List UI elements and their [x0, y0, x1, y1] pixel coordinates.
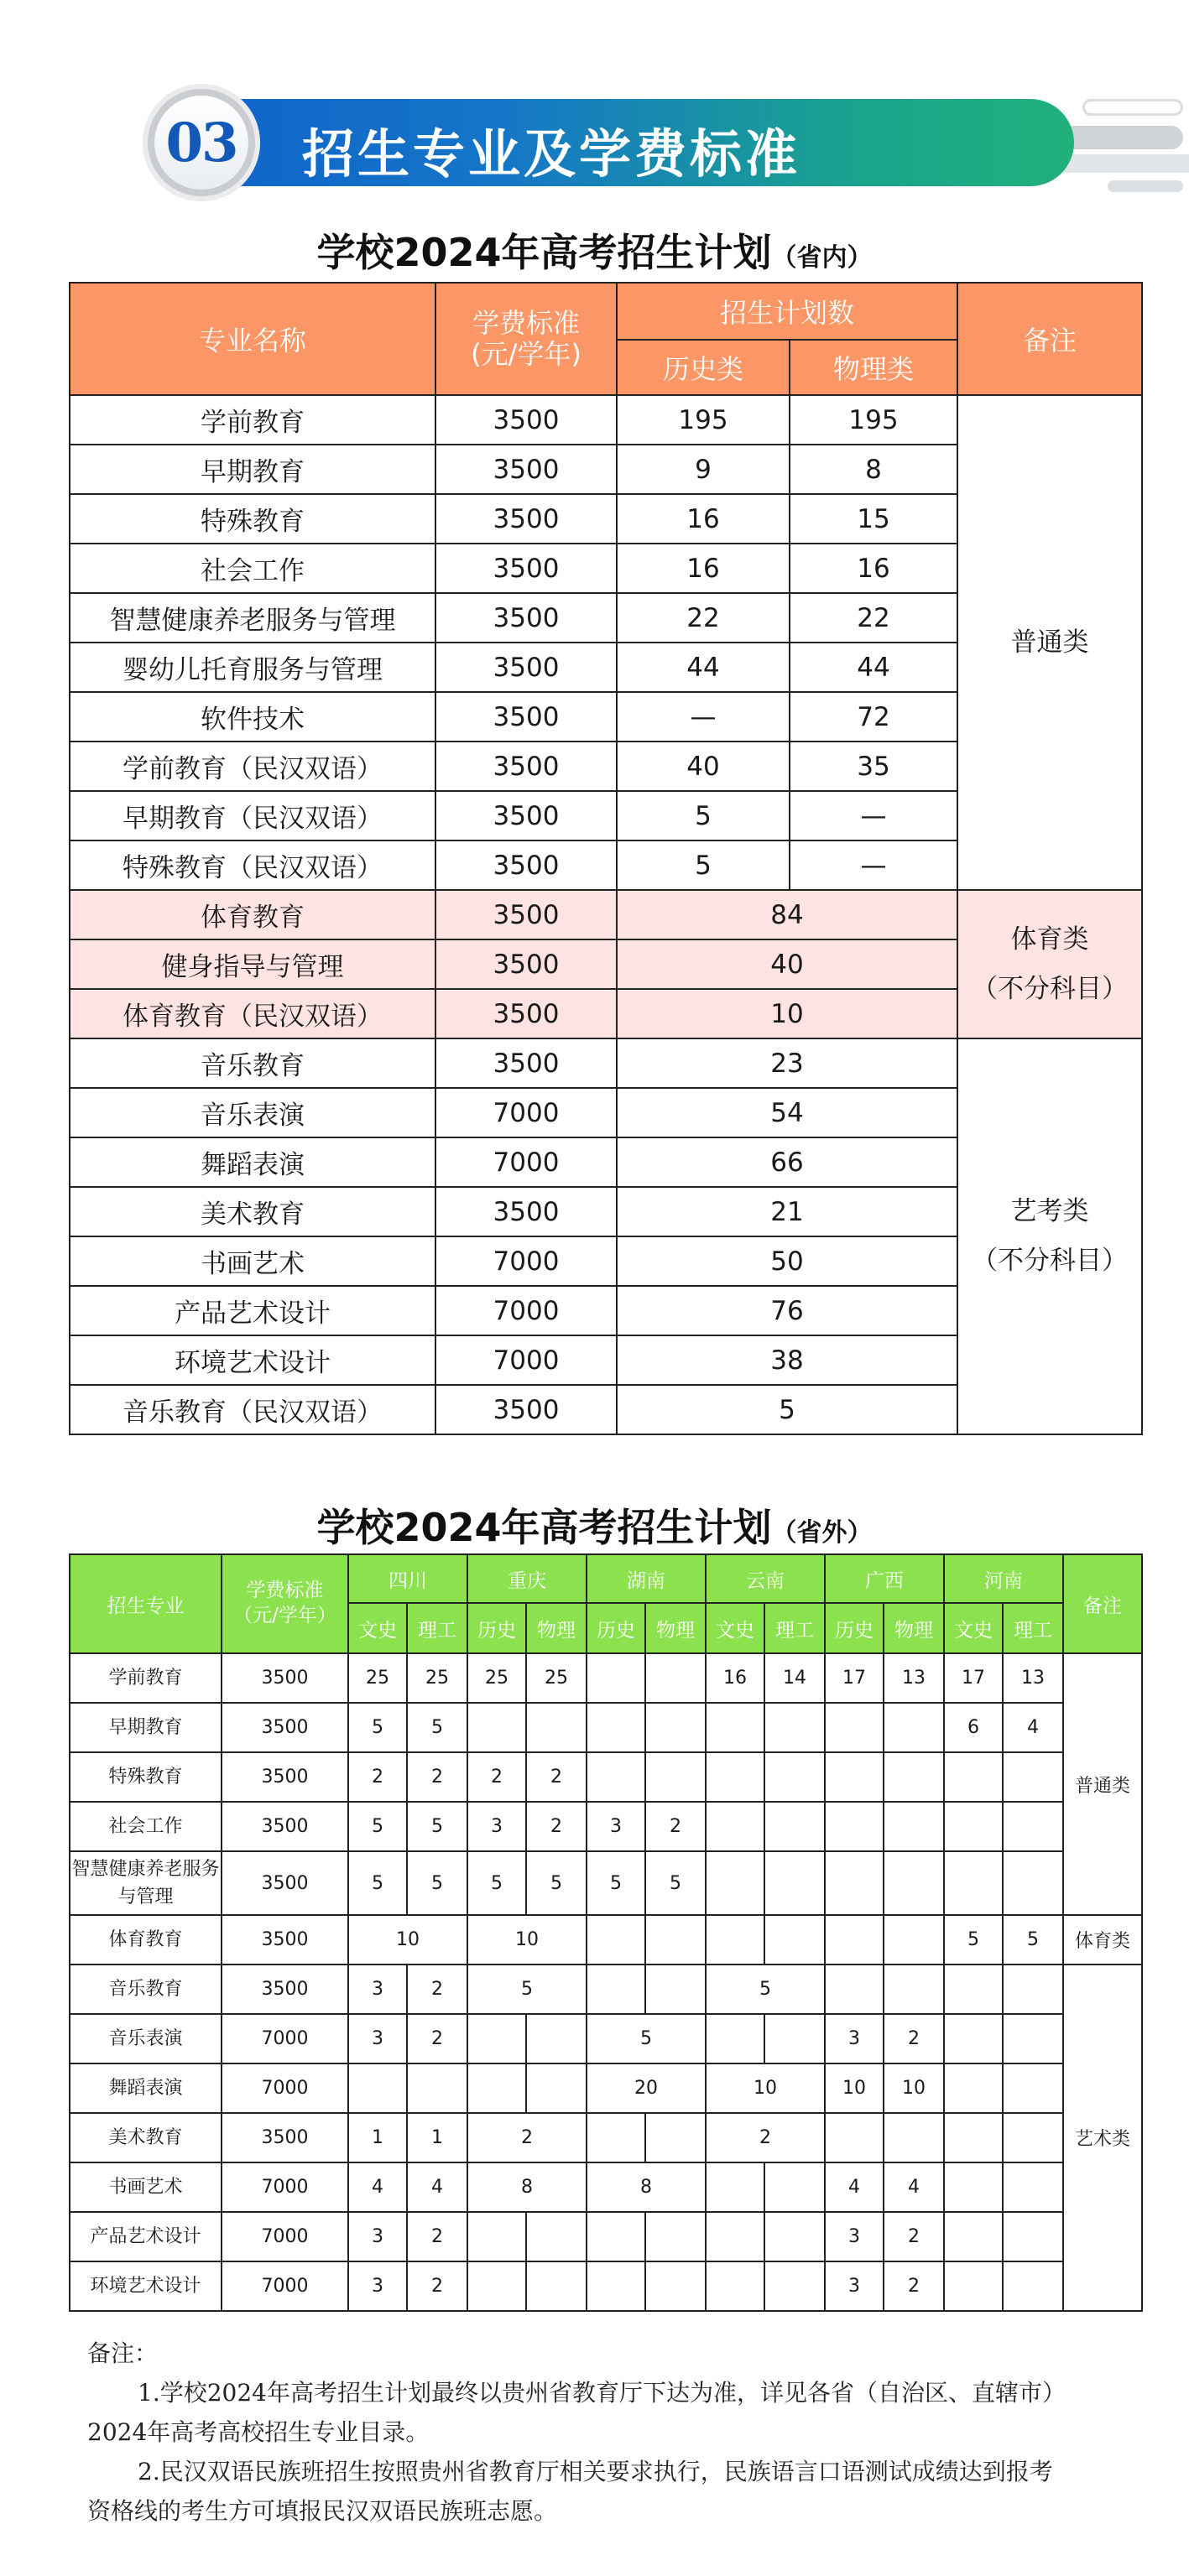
table-row: 特殊教育 3500 2 2 2 2 [70, 1752, 1142, 1802]
col-sub: 历史 [587, 1603, 645, 1653]
col-sub: 文史 [944, 1603, 1003, 1653]
col-sub: 理工 [1003, 1603, 1063, 1653]
col-sub: 物理 [884, 1603, 944, 1653]
col-province: 广西 [825, 1554, 944, 1603]
note-1: 1.学校2024年高考招生计划最终以贵州省教育厅下达为准，详见各省（自治区、直辖市） [138, 2379, 1066, 2407]
table1-subtitle: （省内） [771, 243, 873, 273]
table-row: 音乐教育 3500 23 艺考类 （不分科目） [70, 1038, 1142, 1088]
col-history: 历史类 [617, 340, 790, 395]
table2-subtitle: （省外） [771, 1518, 873, 1548]
table-row: 社会工作 3500 5 5 3 2 3 2 [70, 1802, 1142, 1851]
remark-art: 艺考类 （不分科目） [957, 1038, 1142, 1434]
col-sub: 物理 [645, 1603, 706, 1653]
table-row: 音乐教育 3500 3 2 5 5 艺术类 [70, 1965, 1142, 2014]
remark-general: 普通类 [957, 395, 1142, 890]
col-sub: 文史 [706, 1603, 764, 1653]
table-row: 环境艺术设计 7000 38 [70, 1335, 1142, 1385]
notes-title: 备注： [87, 2339, 159, 2367]
table-row: 舞蹈表演 7000 20 10 10 10 [70, 2063, 1142, 2113]
table-row: 社会工作 3500 16 16 [70, 544, 1142, 593]
table-row: 学前教育 3500 25 25 25 25 16 14 17 13 17 13 普通类 [70, 1653, 1142, 1703]
table-row: 书画艺术 7000 4 4 8 8 4 4 [70, 2162, 1142, 2212]
table1-title [0, 222, 1189, 278]
table-row: 健身指导与管理 3500 40 [70, 939, 1142, 989]
table-row: 音乐表演 7000 3 2 5 3 2 [70, 2014, 1142, 2063]
table-row: 体育教育 3500 10 10 5 5 体育类 [70, 1915, 1142, 1965]
table-row: 早期教育 3500 9 8 [70, 445, 1142, 494]
note-2-cont: 资格线的考生方可填报民汉双语民族班志愿。 [87, 2497, 558, 2525]
table-row: 音乐教育（民汉双语） 3500 5 [70, 1385, 1142, 1434]
table-row: 舞蹈表演 7000 66 [70, 1137, 1142, 1187]
col-province: 湖南 [587, 1554, 706, 1603]
col-remark: 备注 [1063, 1554, 1142, 1653]
col-plan: 招生计划数 [617, 283, 957, 340]
table-row: 智慧健康养老服务与管理 3500 22 22 [70, 593, 1142, 643]
table1-title-text: 学校2024年高考招生计划 [316, 230, 772, 275]
table-row: 早期教育（民汉双语） 3500 5 — [70, 791, 1142, 840]
decor-ribbon [1108, 180, 1183, 192]
col-sub: 历史 [467, 1603, 526, 1653]
section-number-badge [143, 84, 260, 201]
col-major: 专业名称 [70, 283, 435, 395]
table-row: 美术教育 3500 1 1 2 2 [70, 2113, 1142, 2162]
notes [87, 2334, 1136, 2531]
col-province: 云南 [706, 1554, 825, 1603]
col-sub: 历史 [825, 1603, 884, 1653]
col-fee: 学费标准 (元/学年) [435, 283, 617, 395]
table-row: 早期教育 3500 5 5 6 4 [70, 1703, 1142, 1752]
remark-sport: 体育类 （不分科目） [957, 890, 1142, 1038]
table-row: 音乐表演 7000 54 [70, 1088, 1142, 1137]
in-province-plan-table [69, 282, 1143, 1435]
table-row: 特殊教育（民汉双语） 3500 5 — [70, 840, 1142, 890]
col-province: 河南 [944, 1554, 1063, 1603]
table-row: 书画艺术 7000 50 [70, 1236, 1142, 1286]
col-province: 重庆 [467, 1554, 587, 1603]
decor-ribbon [1082, 99, 1183, 116]
out-province-plan-table [69, 1553, 1143, 2312]
note-1-cont: 2024年高考高校招生专业目录。 [87, 2418, 430, 2446]
col-fee: 学费标准 （元/学年） [222, 1554, 348, 1653]
col-sub: 物理 [526, 1603, 587, 1653]
col-sub: 文史 [348, 1603, 407, 1653]
table-row: 智慧健康养老服务与管理 3500 5 5 5 5 5 5 [70, 1851, 1142, 1915]
table-row: 产品艺术设计 7000 3 2 3 2 [70, 2212, 1142, 2261]
col-physics: 物理类 [790, 340, 957, 395]
section-title: 招生专业及学费标准 [302, 123, 801, 185]
remark-sport: 体育类 [1063, 1915, 1142, 1965]
col-remark: 备注 [957, 283, 1142, 395]
col-major: 招生专业 [70, 1554, 222, 1653]
remark-art: 艺术类 [1063, 1965, 1142, 2311]
table-row: 体育教育 3500 84 体育类 （不分科目） [70, 890, 1142, 939]
table-row: 婴幼儿托育服务与管理 3500 44 44 [70, 643, 1142, 692]
col-province: 四川 [348, 1554, 467, 1603]
table-row: 学前教育（民汉双语） 3500 40 35 [70, 742, 1142, 791]
section-banner [143, 84, 1133, 201]
note-2: 2.民汉双语民族班招生按照贵州省教育厅相关要求执行，民族语言口语测试成绩达到报考 [138, 2458, 1053, 2485]
table-row: 特殊教育 3500 16 15 [70, 494, 1142, 544]
table-row: 产品艺术设计 7000 76 [70, 1286, 1142, 1335]
table-row: 软件技术 3500 — 72 [70, 692, 1142, 742]
table-row: 环境艺术设计 7000 3 2 3 2 [70, 2261, 1142, 2311]
section-number: 03 [154, 96, 248, 190]
table2-title [0, 1497, 1189, 1553]
table2-title-text: 学校2024年高考招生计划 [316, 1505, 772, 1550]
col-sub: 理工 [764, 1603, 825, 1653]
remark-general: 普通类 [1063, 1653, 1142, 1915]
table-row: 体育教育（民汉双语） 3500 10 [70, 989, 1142, 1038]
table-row: 学前教育 3500 195 195 普通类 [70, 395, 1142, 445]
table-row: 美术教育 3500 21 [70, 1187, 1142, 1236]
col-sub: 理工 [407, 1603, 467, 1653]
